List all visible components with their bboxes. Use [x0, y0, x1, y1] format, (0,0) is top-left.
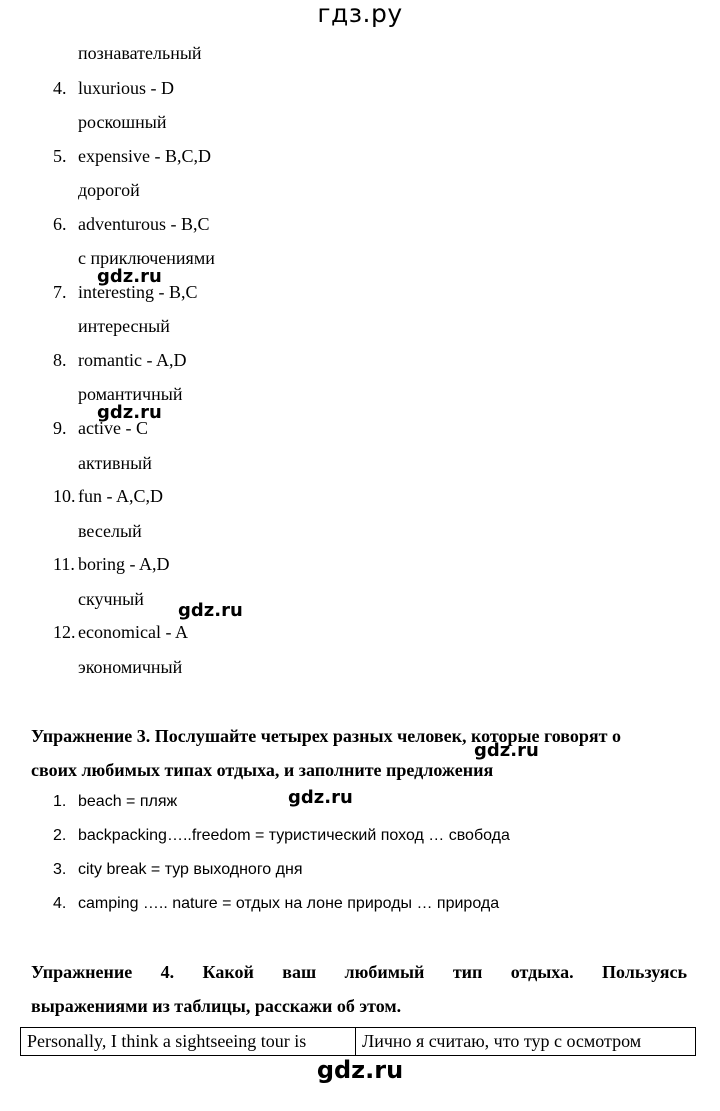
table-cell-russian: Лично я считаю, что тур с осмотром — [356, 1028, 696, 1056]
vocab-number: 6. — [53, 214, 67, 234]
watermark: gdz.ru — [178, 600, 243, 621]
exercise-4-heading-line2: выражениями из таблицы, расскажи об этом. — [31, 996, 402, 1016]
vocab-number: 9. — [53, 418, 67, 438]
vocab-translation: с приключениями — [78, 248, 215, 268]
exercise-3-text: beach = пляж — [78, 793, 178, 810]
heading-word: 4. — [160, 962, 175, 982]
vocab-word: expensive - B,C,D — [78, 146, 211, 166]
vocab-translation: экономичный — [78, 657, 183, 677]
vocab-number: 8. — [53, 350, 67, 370]
exercise-3-number: 4. — [53, 895, 67, 912]
vocab-word: economical - A — [78, 622, 188, 642]
watermark: gdz.ru — [97, 266, 162, 287]
table-cell-english: Personally, I think a sightseeing tour is — [21, 1028, 356, 1056]
phrase-table — [20, 1027, 696, 1056]
vocab-number: 11. — [53, 554, 75, 574]
vocab-word: adventurous - B,C — [78, 214, 210, 234]
heading-word: Пользуясь — [601, 962, 687, 982]
vocab-translation: роскошный — [78, 112, 167, 132]
heading-word: отдыха. — [510, 962, 574, 982]
table-row — [21, 1028, 696, 1056]
exercise-3-number: 2. — [53, 827, 67, 844]
vocab-word: interesting - B,C — [78, 282, 198, 302]
vocab-translation: скучный — [78, 589, 144, 609]
vocab-word: active - C — [78, 418, 148, 438]
vocab-translation: веселый — [78, 521, 142, 541]
vocab-number: 7. — [53, 282, 67, 302]
exercise-3-heading-line1: Упражнение 3. Послушайте четырех разных человек, которые говорят о — [31, 726, 621, 746]
exercise-4-heading-line1 — [31, 961, 687, 983]
exercise-3-number: 1. — [53, 793, 67, 810]
vocab-translation: романтичный — [78, 384, 183, 404]
exercise-3-heading-line2: своих любимых типах отдыха, и заполните предложения — [31, 760, 494, 780]
footer-watermark: gdz.ru — [316, 1056, 404, 1084]
exercise-3-text: camping ….. nature = отдых на лоне природы … природа — [78, 895, 500, 912]
vocab-number: 10. — [53, 486, 76, 506]
vocab-number: 12. — [53, 622, 76, 642]
exercise-3-number: 3. — [53, 861, 67, 878]
watermark: gdz.ru — [288, 787, 353, 808]
vocab-translation: активный — [78, 453, 152, 473]
vocab-word: fun - A,C,D — [78, 486, 163, 506]
heading-word: Упражнение — [31, 962, 133, 982]
continued-translation: познавательный — [78, 43, 202, 63]
vocab-word: luxurious - D — [78, 78, 174, 98]
vocab-number: 4. — [53, 78, 67, 98]
heading-word: любимый — [344, 962, 425, 982]
site-header: гдз.ру — [317, 0, 403, 28]
exercise-3-text: backpacking…..freedom = туристический поход … свобода — [78, 827, 510, 844]
heading-word: тип — [452, 962, 483, 982]
vocab-number: 5. — [53, 146, 67, 166]
vocab-translation: дорогой — [78, 180, 140, 200]
watermark: gdz.ru — [474, 740, 539, 761]
heading-word: Какой — [202, 962, 254, 982]
exercise-3-text: city break = тур выходного дня — [78, 861, 303, 878]
heading-word: ваш — [282, 962, 317, 982]
vocab-translation: интересный — [78, 316, 170, 336]
vocab-word: romantic - A,D — [78, 350, 187, 370]
watermark: gdz.ru — [97, 402, 162, 423]
vocab-word: boring - A,D — [78, 554, 170, 574]
